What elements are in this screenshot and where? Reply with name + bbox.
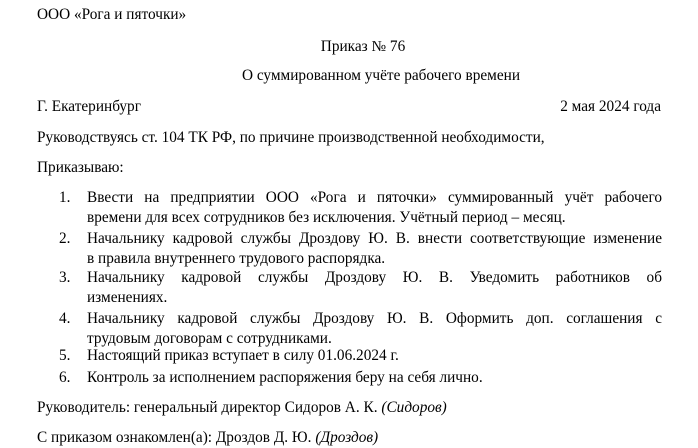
order-item-number: 6. [59,369,71,386]
order-date: 2 мая 2024 года [560,98,661,115]
order-item-number: 4. [59,310,71,327]
order-item-number: 2. [59,230,71,247]
order-item-text-line2: изменениях. [87,289,168,306]
order-item-number: 3. [59,269,71,286]
order-item-text-line1: Начальнику кадровой службы Дроздову Ю. В. внести соответствующие изменение [87,230,662,247]
order-item-text-line1: Начальнику кадровой службы Дроздову Ю. В. Оформить доп. соглашения с [87,310,662,327]
city: Г. Екатеринбург [37,98,141,115]
order-item-text-line1: Ввести на предприятии ООО «Рога и пяточки» суммированный учёт рабочего [87,189,662,206]
order-title: Приказ № 76 [320,38,406,55]
head-signature-line [37,398,447,418]
head-signature: (Сидоров) [381,399,447,416]
order-item-text-line1: Настоящий приказ вступает в силу 01.06.2024 г. [87,347,399,364]
order-item-text-line2: времени для всех сотрудников без исключения. Учётный период – месяц. [87,209,566,226]
order-item-text-line2: трудовым договорам с сотрудниками. [87,330,332,347]
acknowledgement-label: С приказом ознакомлен(а): Дроздов Д. Ю. [37,429,312,446]
order-subject: О суммированном учёте рабочего времени [241,67,521,84]
acknowledgement-line [37,428,378,448]
order-item-text-line1: Начальнику кадровой службы Дроздову Ю. В. Уведомить работников об [87,269,662,286]
order-item-number: 1. [59,189,71,206]
organization-name: ООО «Рога и пяточки» [37,6,187,23]
order-item-number: 5. [59,347,71,364]
order-basis: Руководствуясь ст. 104 ТК РФ, по причине производственной необходимости, [37,129,545,146]
order-item-text-line1: Контроль за исполнением распоряжения беру на себя лично. [87,369,483,386]
orders-heading: Приказываю: [37,159,124,176]
acknowledgement-signature: (Дроздов) [315,429,379,446]
head-signature-label: Руководитель: генеральный директор Сидоров А. К. [37,399,378,416]
order-item-text-line2: в правила внутреннего трудового распорядка. [87,250,386,267]
